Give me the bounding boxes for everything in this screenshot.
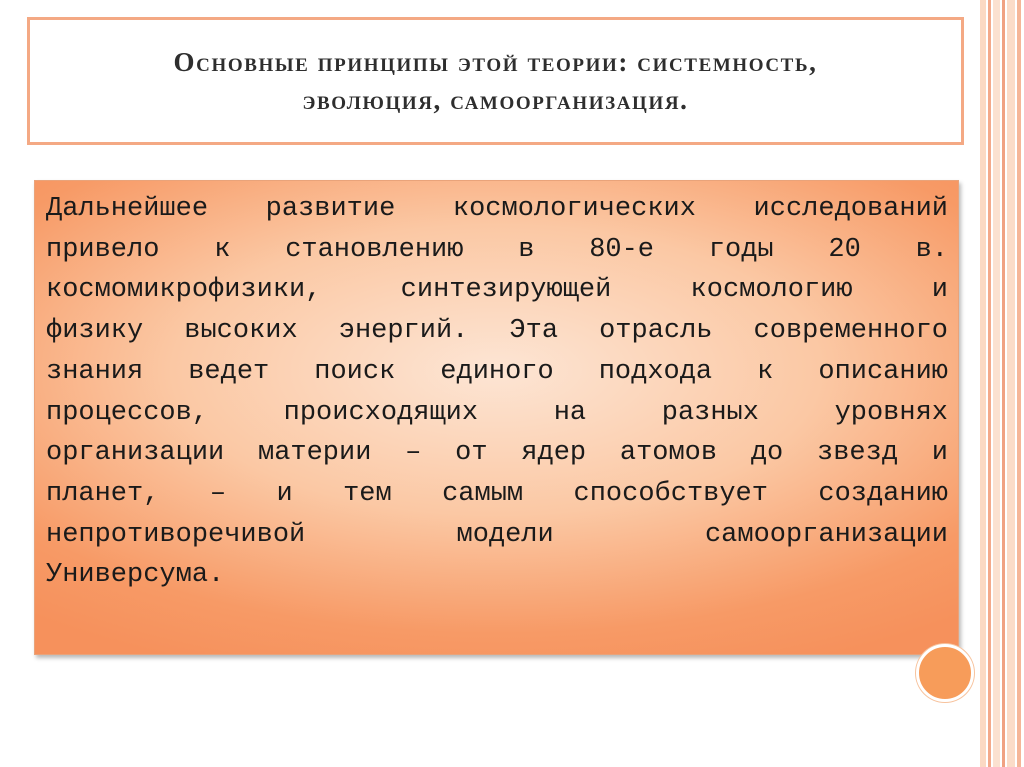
body-line: привело к становлению в 80-е годы 20 в.	[46, 234, 948, 265]
body-line: непротиворечивой модели самоорганизации	[46, 519, 948, 550]
decorative-circle	[916, 644, 974, 702]
body-line: физику высоких энергий. Эта отрасль современного	[46, 316, 948, 347]
body-paragraph	[46, 189, 948, 596]
body-line: планет, – и тем самым способствует созданию	[46, 478, 948, 509]
body-line: организации материи – от ядер атомов до звезд и	[46, 438, 948, 469]
title-frame	[27, 17, 964, 145]
decorative-side-stripes	[980, 0, 1024, 767]
body-line: космомикрофизики, синтезирующей космологию и	[46, 275, 948, 306]
body-line: процессов, происходящих на разных уровнях	[46, 397, 948, 428]
content-panel	[34, 180, 959, 655]
slide-title	[174, 43, 818, 119]
body-line: знания ведет поиск единого подхода к описанию	[46, 356, 948, 387]
slide-title-line: эволюция, самоорганизация.	[302, 85, 689, 115]
body-line: Дальнейшее развитие космологических исследований	[46, 194, 948, 224]
slide-title-line: Основные принципы этой теории: системность,	[173, 47, 818, 77]
body-line: Универсума.	[46, 560, 225, 591]
